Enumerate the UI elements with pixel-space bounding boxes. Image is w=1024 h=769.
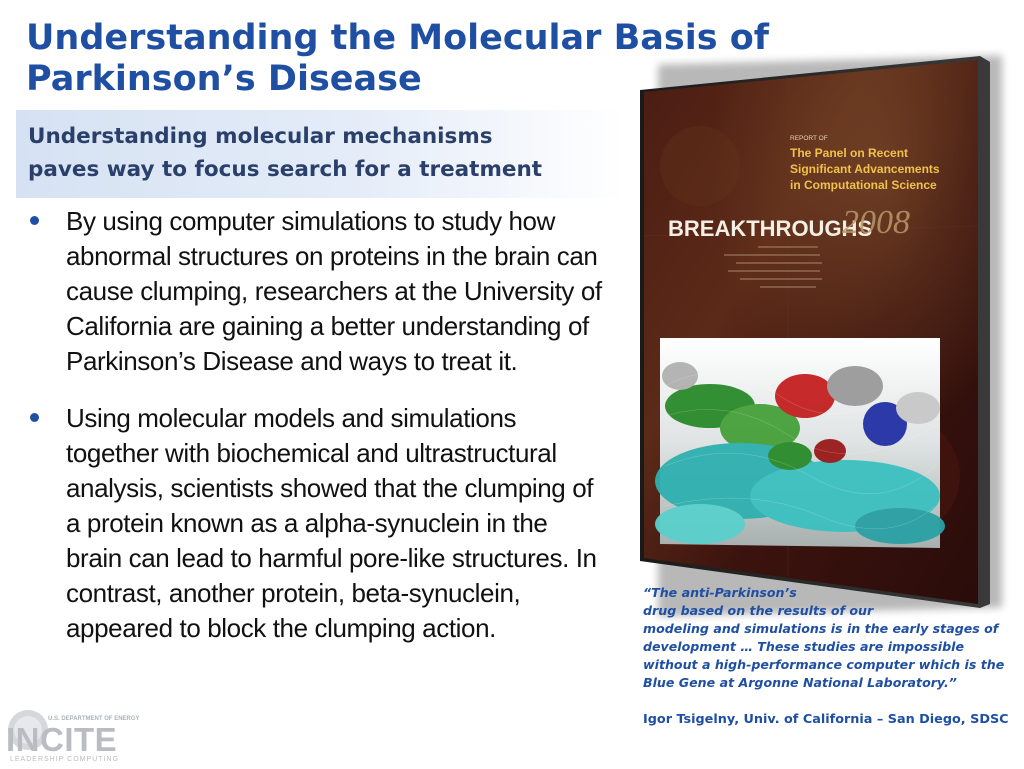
incite-logo [4,706,144,764]
slide-subtitle [28,120,618,186]
logo-tagline: LEADERSHIP COMPUTING [10,756,119,763]
molecular-model-image [655,338,945,548]
bullet-item [28,401,603,646]
quote-line: drug based on the results of our [643,603,874,618]
logo-agency: U.S. DEPARTMENT OF ENERGY [48,716,140,722]
bullet-item [28,204,603,379]
cover-panel-line-3: in Computational Science [790,178,937,192]
quote-line: modeling and simulations is in the early stages of [643,621,999,636]
logo-name: INCITE [6,721,118,758]
cover-headline: BREAKTHROUGHS [668,216,873,241]
bullet-text: By using computer simulations to study how abnormal structures on proteins in the brain can cause clumping, researchers at the University of California are gaining a better understanding of Parkinson’s Disease and ways to treat it. [66,206,602,376]
bullet-dot-icon [30,413,39,422]
cover-year: 2008 [842,204,910,241]
bullet-dot-icon [30,216,39,225]
report-cover-illustration [640,56,990,611]
cover-panel-line-1: The Panel on Recent [790,146,909,160]
subtitle-line-2: paves way to focus search for a treatment [28,157,543,182]
cover-panel-line-2: Significant Advancements [790,162,940,176]
quote-line: “The anti-Parkinson’s [643,585,797,600]
quote-line: Blue Gene at Argonne National Laboratory.” [643,675,957,690]
quote-line: development … These studies are impossible [643,639,964,654]
incite-logo-graphic [4,706,144,764]
quote-attribution: Igor Tsigelny, Univ. of California – San Diego, SDSC [643,712,1009,727]
subtitle-line-1: Understanding molecular mechanisms [28,124,493,149]
quote-block [643,584,1013,692]
report-cover-image [640,56,990,611]
quote-line: without a high-performance computer which is the [643,657,1005,672]
slide-title: Understanding the Molecular Basis of Parkinson’s Disease [26,18,770,99]
subtitle-banner [16,110,626,198]
bullet-text: Using molecular models and simulations together with biochemical and ultrastructural analysis, scientists showed that the clumping of a protein known as a alpha-synuclein in the brain can lead to harmful pore-like structures. In contrast, another protein, beta-synuclein, appeared to block the clumping action. [66,403,597,643]
cover-report-of: REPORT OF [790,135,828,142]
bullet-list [28,204,603,646]
